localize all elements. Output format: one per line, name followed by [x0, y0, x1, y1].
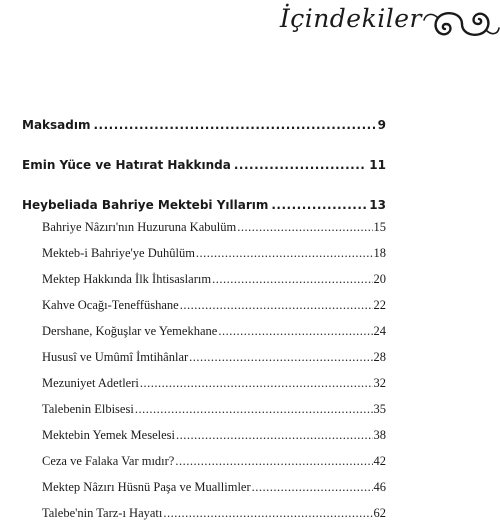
toc-subsection-entry — [22, 401, 386, 417]
toc-subsection-entry — [22, 297, 386, 313]
toc-entry-title: Mekteb-i Bahriye'ye Duhûlüm — [42, 246, 195, 260]
toc-entry-title: Maksadım — [22, 118, 91, 132]
toc-subsection-entry — [22, 349, 386, 365]
toc-entry-title: Talebe'nin Tarz-ı Hayatı — [42, 506, 163, 520]
toc-page-number: 28 — [373, 350, 386, 364]
toc-dot-leader — [135, 401, 373, 417]
toc-dot-leader — [271, 197, 366, 213]
toc-entry-title: Talebenin Elbisesi — [42, 402, 134, 416]
toc-dot-leader — [93, 117, 374, 133]
toc-entry-title: Hususî ve Umûmî İmtihânlar — [42, 350, 189, 364]
toc-page-number: 20 — [373, 272, 386, 286]
toc-entry-title: Ceza ve Falaka Var mıdır? — [42, 454, 175, 468]
toc-dot-leader — [234, 157, 366, 173]
toc-entry-title: Emin Yüce ve Hatırat Hakkında — [22, 158, 231, 172]
toc-dot-leader — [212, 271, 372, 287]
toc-entry-title: Mektebin Yemek Meselesi — [42, 428, 175, 442]
toc-subsection-entry — [22, 271, 386, 287]
toc-dot-leader — [163, 505, 372, 521]
page-header — [280, 0, 500, 50]
toc-dot-leader — [175, 453, 372, 469]
toc-subsection-entry — [22, 505, 386, 521]
toc-page-number: 46 — [373, 480, 386, 494]
toc-subsection-entry — [22, 479, 386, 495]
toc-dot-leader — [180, 297, 373, 313]
toc-page-number: 11 — [369, 158, 386, 172]
toc-page-number: 32 — [373, 376, 386, 390]
toc-entry-title: Dershane, Koğuşlar ve Yemekhane — [42, 324, 218, 338]
toc-section-entry — [22, 117, 386, 133]
toc-dot-leader — [196, 245, 373, 261]
toc-subsection-entry — [22, 427, 386, 443]
toc-entry-title: Mektep Hakkında İlk İhtisaslarım — [42, 272, 212, 286]
flourish-ornament-icon — [422, 2, 500, 46]
toc-subsection-entry — [22, 453, 386, 469]
toc-page-number: 38 — [373, 428, 386, 442]
toc-dot-leader — [189, 349, 372, 365]
toc-section-entry — [22, 157, 386, 173]
toc-entry-title: Mektep Nâzırı Hüsnü Paşa ve Muallimler — [42, 480, 251, 494]
toc-page-number: 35 — [373, 402, 386, 416]
toc-dot-leader — [252, 479, 373, 495]
toc-page-number: 13 — [369, 198, 386, 212]
table-of-contents — [22, 117, 386, 521]
toc-subsection-entry — [22, 245, 386, 261]
toc-page-number: 24 — [373, 324, 386, 338]
toc-section-entry — [22, 197, 386, 213]
toc-page-number: 62 — [373, 506, 386, 520]
toc-subsection-entry — [22, 219, 386, 235]
toc-subsection-entry — [22, 375, 386, 391]
toc-dot-leader — [176, 427, 373, 443]
toc-entry-title: Heybeliada Bahriye Mektebi Yıllarım — [22, 198, 269, 212]
page-title: İçindekiler — [279, 4, 422, 33]
toc-entry-title: Bahriye Nâzırı'nın Huzuruna Kabulüm — [42, 220, 237, 234]
toc-entry-title: Kahve Ocağı-Teneffüshane — [42, 298, 179, 312]
toc-page-number: 9 — [377, 118, 386, 132]
toc-entry-title: Mezuniyet Adetleri — [42, 376, 139, 390]
toc-page-number: 22 — [373, 298, 386, 312]
toc-page-number: 15 — [373, 220, 386, 234]
toc-subsection-entry — [22, 323, 386, 339]
toc-dot-leader — [140, 375, 373, 391]
toc-page-number: 18 — [373, 246, 386, 260]
toc-page-number: 42 — [373, 454, 386, 468]
toc-dot-leader — [218, 323, 372, 339]
toc-dot-leader — [237, 219, 372, 235]
